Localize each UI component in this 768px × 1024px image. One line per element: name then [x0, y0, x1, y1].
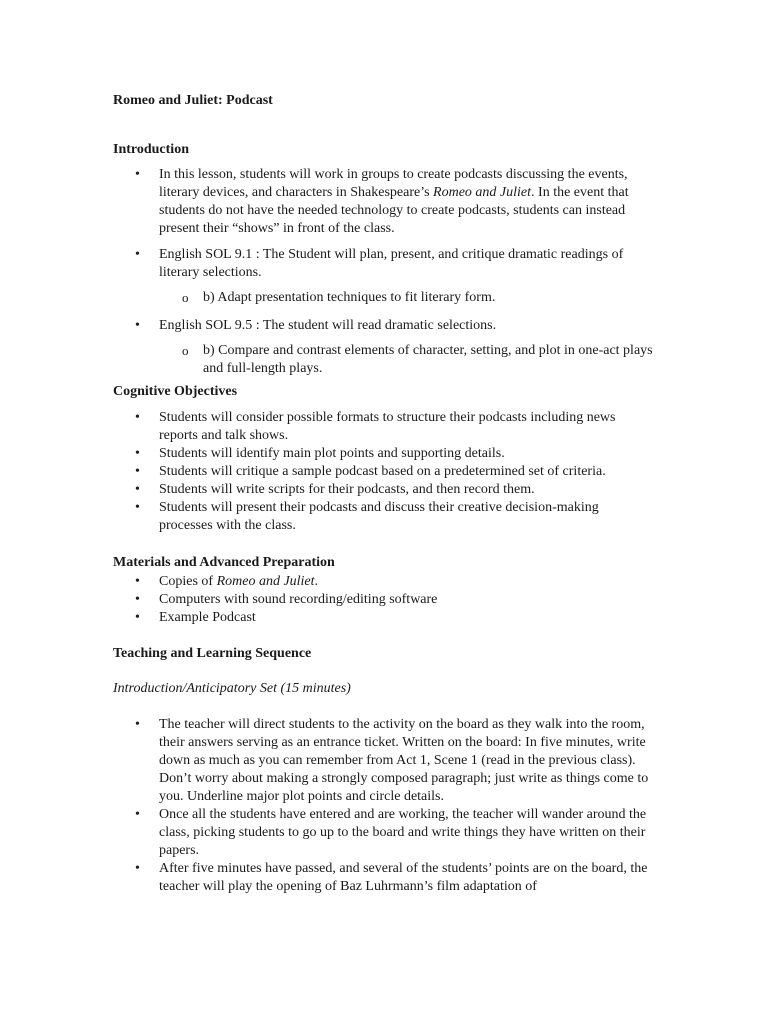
list-item: • Example Podcast: [113, 609, 653, 627]
sub-list-item: o b) Compare and contrast elements of character, setting, and plot in one-act plays and full-length plays.: [113, 342, 653, 378]
list-item: • The teacher will direct students to the activity on the board as they walk into the room, their answers serving as an entrance ticket. Written on the board: In five minutes, write down as much as you can remember from Act 1, Scene 1 (read in the previous class). Don’t worry about making a strongly composed paragraph; just write as things come to you. Underline major plot points and circle details.: [113, 716, 653, 806]
list-item: • English SOL 9.5 : The student will read dramatic selections. o b) Compare and contrast elements of character, setting, and plot in one-act plays and full-length plays.: [113, 317, 653, 378]
cognitive-objectives-heading: Cognitive Objectives: [113, 384, 238, 399]
sequence-heading: Teaching and Learning Sequence: [113, 646, 312, 661]
list-item: • Students will critique a sample podcast based on a predetermined set of criteria.: [113, 463, 653, 481]
list-item: • In this lesson, students will work in groups to create podcasts discussing the events, literary devices, and characters in Shakespeare’s Romeo and Juliet. In the event that students do not have the needed technology to create podcasts, students can instead present their “shows” in front of the class.: [113, 166, 653, 238]
list-item: • Computers with sound recording/editing software: [113, 591, 653, 609]
cognitive-objectives-section: [113, 409, 653, 535]
list-item: • English SOL 9.1 : The Student will plan, present, and critique dramatic readings of literary selections. o b) Adapt presentation techniques to fit literary form.: [113, 246, 653, 307]
list-item: • Students will present their podcasts and discuss their creative decision-making processes with the class.: [113, 499, 653, 535]
list-item: • Students will consider possible formats to structure their podcasts including news reports and talk shows.: [113, 409, 653, 445]
list-item: • Copies of Romeo and Juliet.: [113, 573, 653, 591]
sub-list-item: o b) Adapt presentation techniques to fit literary form.: [113, 289, 653, 307]
list-item: • Once all the students have entered and are working, the teacher will wander around the class, picking students to go up to the board and write things they have written on their papers.: [113, 806, 653, 860]
list-item: • Students will identify main plot points and supporting details.: [113, 445, 653, 463]
materials-heading: Materials and Advanced Preparation: [113, 555, 335, 570]
list-item: • Students will write scripts for their podcasts, and then record them.: [113, 481, 653, 499]
introduction-heading: Introduction: [113, 142, 189, 157]
document-title: Romeo and Juliet: Podcast: [113, 93, 273, 108]
list-item: • After five minutes have passed, and several of the students’ points are on the board, the teacher will play the opening of Baz Luhrmann’s film adaptation of: [113, 860, 653, 896]
sequence-subheading: Introduction/Anticipatory Set (15 minutes): [113, 681, 351, 696]
materials-section: [113, 573, 653, 627]
introduction-section: [113, 166, 653, 378]
sequence-section: [113, 716, 653, 896]
